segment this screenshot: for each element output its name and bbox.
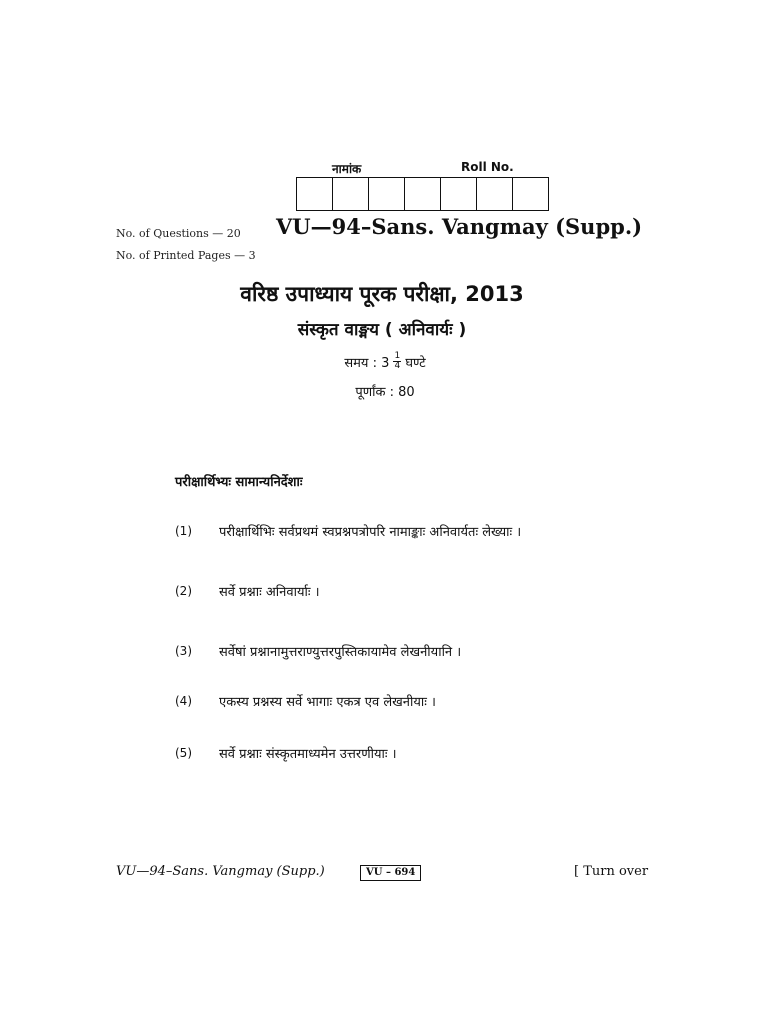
footer-code-box: VU – 694 [360,865,421,881]
instruction-text: सर्वे प्रश्नाः संस्कृतमाध्यमेन उत्तरणीयाः । [219,747,397,762]
time-suffix: घण्टे [405,355,426,371]
instruction-number: (1) [175,524,192,538]
roll-number-boxes [296,177,549,211]
turn-over-note: [ Turn over [574,864,649,879]
roll-box[interactable] [477,178,513,210]
instruction-item [175,582,320,600]
fraction-numerator: 1 [394,351,401,361]
maximum-marks: पूर्णांक : 80 [355,385,415,400]
instruction-number: (4) [175,694,192,708]
roll-number-labels [296,160,558,178]
no-of-printed-pages: No. of Printed Pages — 3 [116,249,256,262]
exam-duration [300,352,470,371]
footer-paper-code: VU—94–Sans. Vangmay (Supp.) [116,864,325,879]
instruction-item [175,522,521,540]
instruction-item [175,692,436,710]
roll-box[interactable] [441,178,477,210]
roll-box[interactable] [405,178,441,210]
instruction-text: एकस्य प्रश्नस्य सर्वे भागाः एकत्र एव लेखनीयाः । [219,695,436,710]
instruction-number: (2) [175,584,192,598]
instruction-item [175,642,461,660]
instruction-number: (5) [175,746,192,760]
instruction-item [175,744,397,762]
instruction-text: परीक्षार्थिभिः सर्वप्रथमं स्वप्रश्नपत्रोपरि नामाङ्काः अनिवार्यतः लेख्याः । [219,525,522,540]
exam-title: वरिष्ठ उपाध्याय पूरक परीक्षा, 2013 [240,282,524,306]
roll-label-hindi: नामांक [332,162,362,176]
fraction-denominator: 4 [394,361,401,371]
no-of-questions: No. of Questions — 20 [116,227,241,240]
subject-title: संस्कृत वाङ्मय ( अनिवार्यः ) [297,320,467,340]
time-prefix: समय : 3 [344,355,390,371]
instructions-heading: परीक्षार्थिभ्यः सामान्यनिर्देशाः [175,475,303,490]
instruction-text: सर्वेषां प्रश्नानामुत्तराण्युत्तरपुस्तिकायामेव लेखनीयानि । [219,645,462,660]
roll-label-english: Roll No. [461,160,514,174]
roll-box[interactable] [369,178,405,210]
instruction-text: सर्वे प्रश्नाः अनिवार्याः । [219,585,320,600]
time-fraction [393,352,401,371]
instruction-number: (3) [175,644,192,658]
roll-box[interactable] [297,178,333,210]
paper-code-title: VU—94–Sans. Vangmay (Supp.) [276,214,643,239]
roll-box[interactable] [333,178,369,210]
roll-box[interactable] [513,178,549,210]
